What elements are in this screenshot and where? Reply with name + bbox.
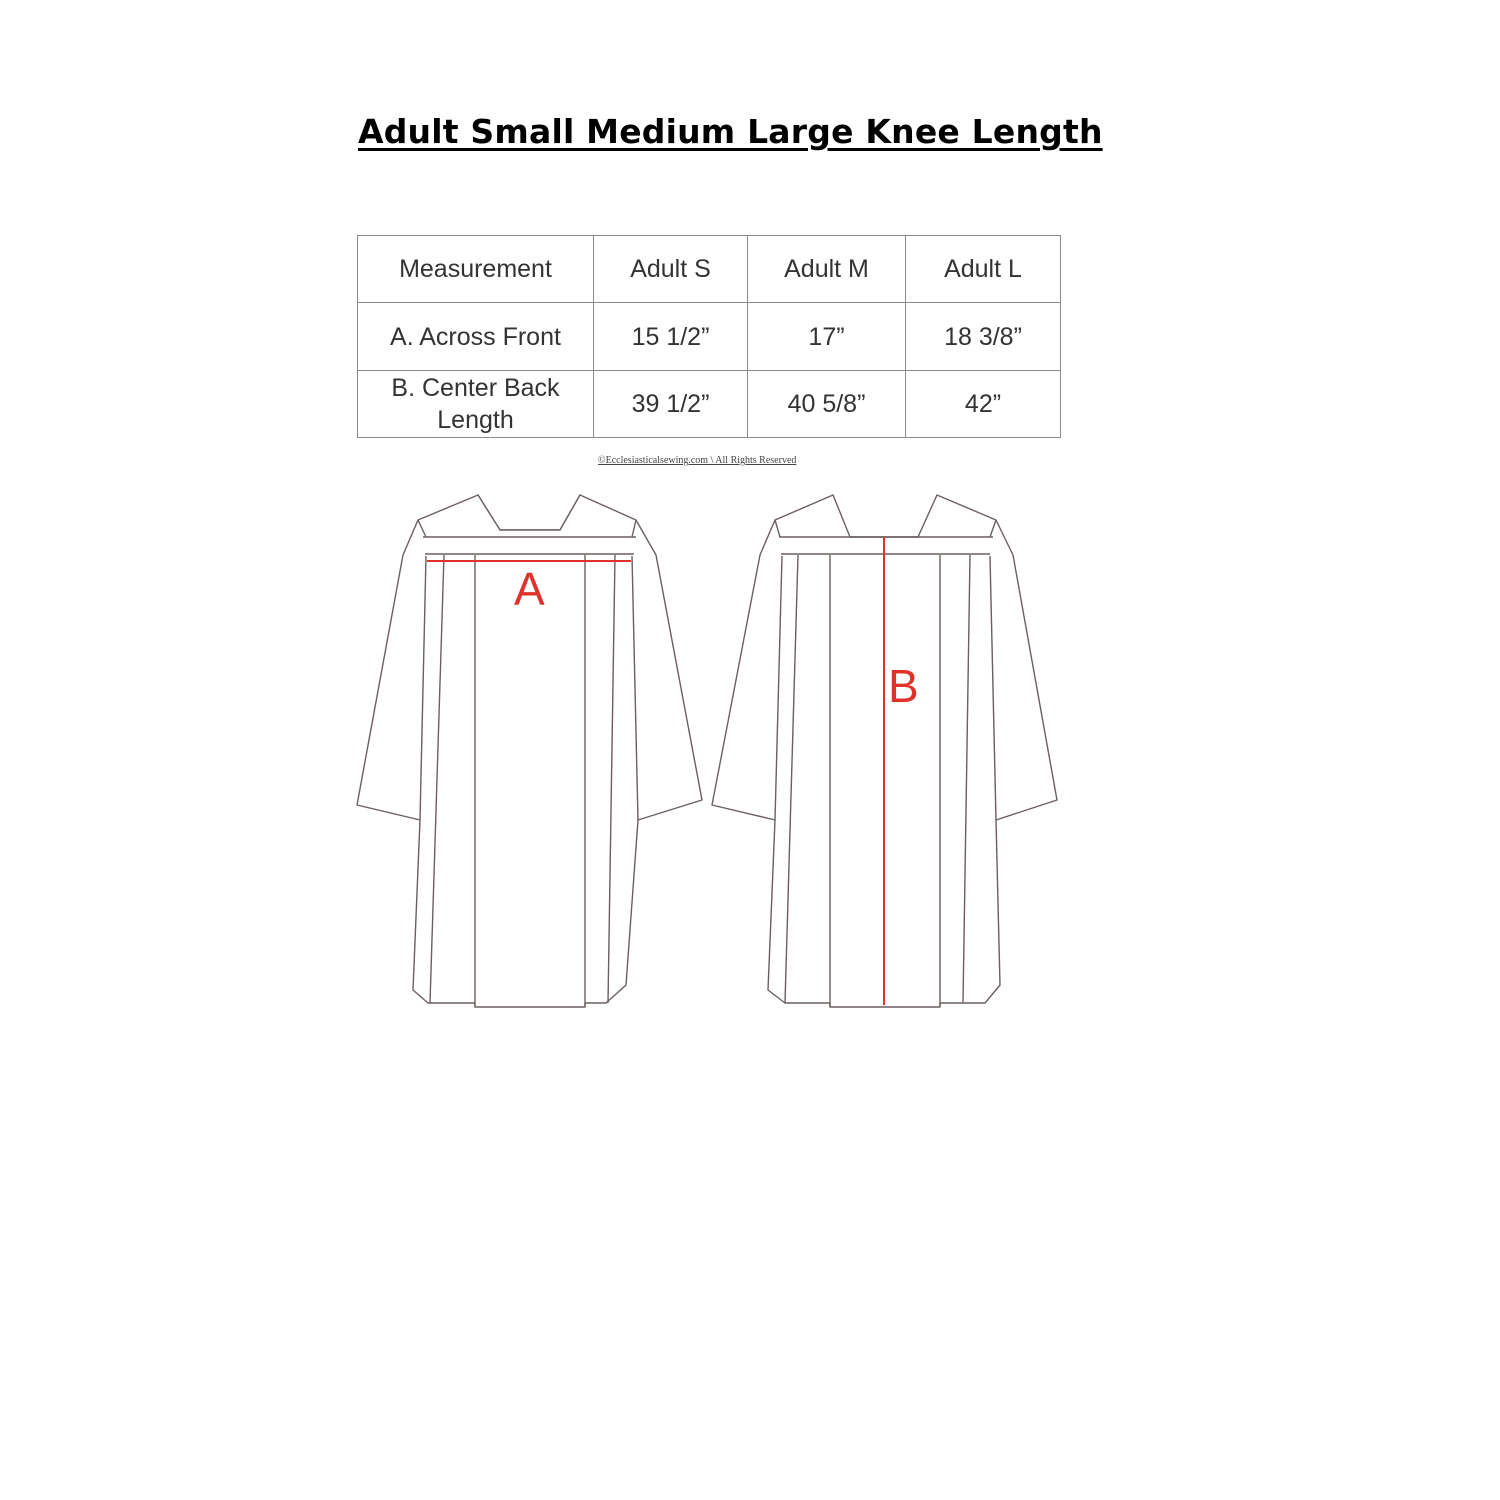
header-adult-s: Adult S <box>594 236 748 303</box>
cell-value: 15 1/2” <box>594 303 748 371</box>
row-label-text: B. Center Back Length <box>391 374 560 434</box>
header-adult-m: Adult M <box>748 236 906 303</box>
header-adult-l: Adult L <box>906 236 1061 303</box>
measurement-a-label: A <box>514 563 545 615</box>
page-title: Adult Small Medium Large Knee Length <box>358 112 1103 151</box>
header-measurement: Measurement <box>358 236 594 303</box>
measurement-b-label: B <box>888 660 919 712</box>
cell-value: 18 3/8” <box>906 303 1061 371</box>
cell-value: 42” <box>906 371 1061 438</box>
row-label: A. Across Front <box>358 303 594 371</box>
cell-value: 39 1/2” <box>594 371 748 438</box>
cell-value: 17” <box>748 303 906 371</box>
copyright-notice: ©Ecclesiasticalsewing.com \ All Rights Reserved <box>598 455 797 466</box>
cell-value: 40 5/8” <box>748 371 906 438</box>
